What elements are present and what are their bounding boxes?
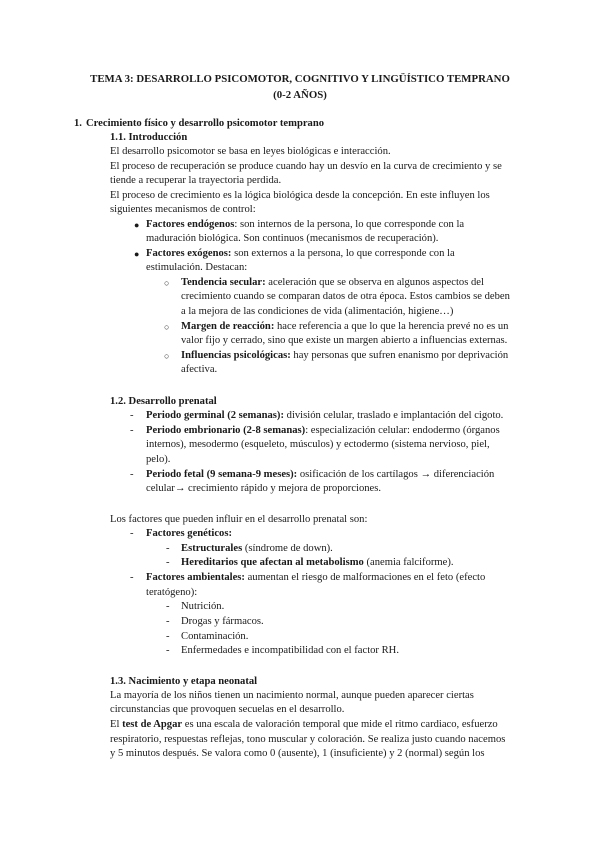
- text-tendencia-1: aceleración que se observa en algunos aspectos del: [265, 277, 484, 288]
- text-fetal-1: osificación de los cartílagos → diferenciación: [297, 469, 495, 480]
- list-item-periodo-embrionario: [146, 424, 576, 439]
- document-title: [60, 71, 540, 103]
- list-item-factores-endogenos: [146, 218, 576, 233]
- text-embrionario-1: : especialización celular: endodermo (órganos: [305, 425, 500, 436]
- list-item-nutricion: Nutrición.: [181, 601, 225, 612]
- apgar-paragraph-line-1: [110, 718, 540, 733]
- dash-bullet: -: [130, 425, 134, 436]
- text-apgar-pre: El: [110, 719, 123, 730]
- text-exogenos-2: estimulación. Destacan:: [146, 262, 248, 273]
- nacimiento-paragraph-1-line-2: circunstancias que provoquen secuelas en el desarrollo.: [110, 704, 345, 715]
- text-embrionario-2: internos), mesodermo (esqueleto, músculos) y ectodermo (sistema nervioso, piel,: [146, 439, 490, 450]
- apgar-paragraph-line-3: y 5 minutos después. Se valora como 0 (ausente), 1 (insuficiente) y 2 (normal) según los: [110, 748, 485, 759]
- dash-bullet: -: [166, 645, 170, 656]
- dash-bullet: -: [130, 469, 134, 480]
- text-margen-2: valor fijo y cerrado, sino que existe un margen abierto a influencias externas.: [181, 335, 508, 346]
- text-endogenos-1: : son internos de la persona, lo que corresponde con la: [234, 219, 465, 230]
- term-influencias-psicologicas: Influencias psicológicas:: [181, 350, 291, 361]
- text-fetal-2: celular→ crecimiento rápido y mejora de proporciones.: [146, 483, 382, 494]
- nacimiento-paragraph-1-line-1: La mayoría de los niños tienen un nacimiento normal, aunque pueden aparecer ciertas: [110, 690, 474, 701]
- dash-bullet: -: [130, 528, 134, 539]
- list-item-factores-ambientales: [146, 571, 576, 586]
- dash-bullet: -: [166, 543, 170, 554]
- list-item-estructurales: [181, 542, 600, 557]
- term-factores-endogenos: Factores endógenos: [146, 219, 235, 230]
- text-exogenos-1: son externos a la persona, lo que corresponde con la: [231, 248, 455, 259]
- list-item-influencias-psicologicas: [181, 349, 600, 364]
- term-margen-reaccion: Margen de reacción:: [181, 321, 275, 332]
- text-ambientales-1: aumentan el riesgo de malformaciones en el feto (efecto: [244, 572, 486, 583]
- term-periodo-germinal: Periodo germinal (2 semanas):: [146, 410, 284, 421]
- dash-bullet: -: [166, 557, 170, 568]
- subsection-1-2-heading: 1.2. Desarrollo prenatal: [110, 396, 217, 407]
- list-item-hereditarios: [181, 556, 600, 571]
- list-item-drogas: Drogas y fármacos.: [181, 616, 264, 627]
- dash-bullet: -: [166, 616, 170, 627]
- factors-intro: Los factores que pueden influir en el desarrollo prenatal son:: [110, 514, 368, 525]
- title-line-2: (0-2 AÑOS): [273, 89, 327, 101]
- apgar-paragraph-line-2: respiratorio, respuestas reflejas, tono muscular y coloración. Se realiza justo cuando nacemos: [110, 734, 506, 745]
- subsection-1-1-heading: 1.1. Introducción: [110, 132, 188, 143]
- intro-paragraph-2-line-1: El proceso de recuperación se produce cuando hay un desvío en la curva de crecimiento y se: [110, 161, 502, 172]
- term-factores-geneticos: Factores genéticos:: [146, 528, 232, 539]
- section-1-heading: [74, 117, 324, 132]
- text-margen-1: hace referencia a que lo que la herencia prevé no es un: [274, 321, 509, 332]
- text-hereditarios: (anemia falciforme).: [363, 557, 454, 568]
- term-test-apgar: test de Apgar: [122, 719, 183, 730]
- list-item-enfermedades: Enfermedades e incompatibilidad con el factor RH.: [181, 645, 399, 656]
- bullet-disc-icon: ●: [134, 249, 140, 259]
- intro-paragraph-2-line-2: tiende a recuperar la trayectoria perdida.: [110, 175, 282, 186]
- text-influencias-2: afectiva.: [181, 364, 218, 375]
- text-estructurales: (síndrome de down).: [242, 543, 333, 554]
- subsection-1-3-heading: 1.3. Nacimiento y etapa neonatal: [110, 676, 258, 687]
- bullet-circle-icon: ○: [164, 351, 170, 361]
- dash-bullet: -: [166, 631, 170, 642]
- list-item-tendencia-secular: [181, 276, 600, 291]
- text-tendencia-3: a la mejora de las condiciones de vida (alimentación, higiene…): [181, 306, 454, 317]
- text-germinal: división celular, traslado e implantación del cigoto.: [284, 410, 504, 421]
- intro-paragraph-3-line-2: siguientes mecanismos de control:: [110, 204, 256, 215]
- term-factores-exogenos: Factores exógenos:: [146, 248, 232, 259]
- dash-bullet: -: [130, 410, 134, 421]
- dash-bullet: -: [130, 572, 134, 583]
- term-tendencia-secular: Tendencia secular:: [181, 277, 266, 288]
- intro-paragraph-3-line-1: El proceso de crecimiento es la lógica biológica desde la concepción. En este influyen los: [110, 190, 490, 201]
- text-influencias-1: hay personas que sufren enanismo por deprivación: [290, 350, 509, 361]
- text-endogenos-2: maduración biológica. Son continuos (mecanismos de recuperación).: [146, 233, 439, 244]
- list-item-contaminacion: Contaminación.: [181, 631, 249, 642]
- list-item-margen-reaccion: [181, 320, 600, 335]
- section-1-number: 1.: [74, 118, 82, 129]
- term-hereditarios: Hereditarios que afectan al metabolismo: [181, 557, 364, 568]
- bullet-disc-icon: ●: [134, 220, 140, 230]
- list-item-periodo-germinal: [146, 409, 576, 424]
- bullet-circle-icon: ○: [164, 278, 170, 288]
- list-item-periodo-fetal: [146, 468, 576, 483]
- term-periodo-fetal: Periodo fetal (9 semana-9 meses):: [146, 469, 298, 480]
- text-tendencia-2: crecimiento cuando se comparan datos de otra época. Estos cambios se deben: [181, 291, 510, 302]
- term-estructurales: Estructurales: [181, 543, 243, 554]
- section-1-title: Crecimiento físico y desarrollo psicomotor temprano: [86, 118, 325, 129]
- dash-bullet: -: [166, 601, 170, 612]
- text-apgar-1: es una escala de valoración temporal que mide el ritmo cardiaco, esfuerzo: [182, 719, 498, 730]
- title-line-1: TEMA 3: DESARROLLO PSICOMOTOR, COGNITIVO Y LINGÜÍSTICO TEMPRANO: [90, 73, 510, 85]
- list-item-factores-exogenos: [146, 247, 576, 262]
- term-periodo-embrionario: Periodo embrionario (2-8 semanas): [146, 425, 306, 436]
- text-ambientales-2: teratógeno):: [146, 587, 198, 598]
- bullet-circle-icon: ○: [164, 322, 170, 332]
- text-embrionario-3: pelo).: [146, 454, 171, 465]
- intro-paragraph-1: El desarrollo psicomotor se basa en leyes biológicas e interacción.: [110, 146, 391, 157]
- term-factores-ambientales: Factores ambientales:: [146, 572, 245, 583]
